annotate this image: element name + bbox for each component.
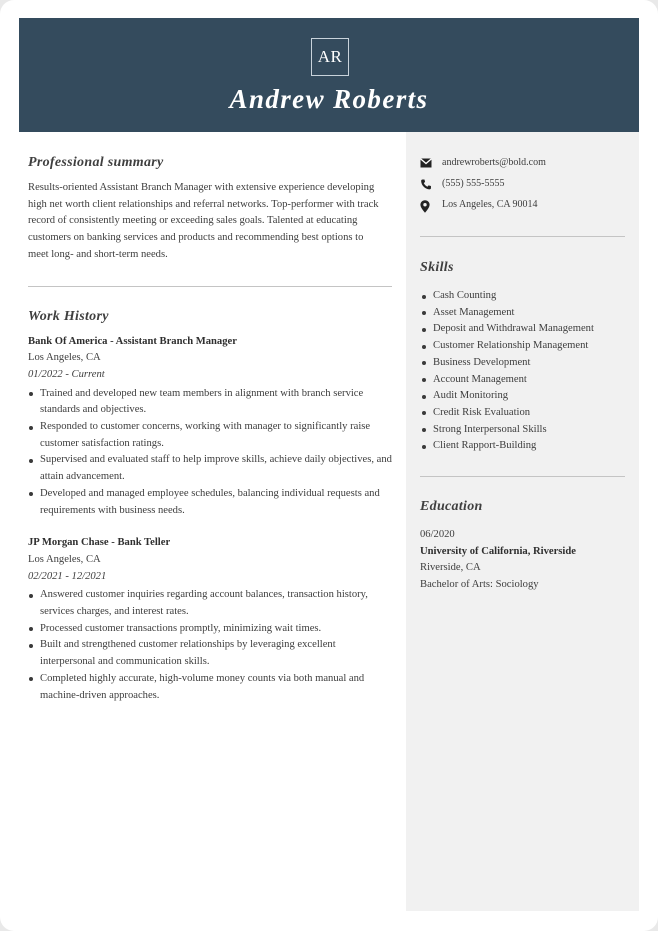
skill-item: Client Rapport-Building (421, 438, 626, 455)
skills-title: Skills (420, 260, 454, 275)
job-location: Los Angeles, CA (28, 553, 101, 565)
skill-item: Strong Interpersonal Skills (421, 422, 626, 439)
job-bullets (28, 587, 392, 704)
location-pin-icon (420, 200, 430, 213)
job-bullet: Built and strengthened customer relationships by leveraging excellent interpersonal and communication skills. (28, 637, 392, 670)
job-bullet: Processed customer transactions promptly, minimizing wait times. (28, 621, 392, 638)
job-bullets (28, 386, 392, 520)
envelope-icon (420, 158, 432, 168)
education-school: University of California, Riverside (420, 545, 576, 557)
skill-item: Credit Risk Evaluation (421, 405, 626, 422)
sidebar-divider-2 (420, 476, 625, 477)
contact-phone: (555) 555-5555 (442, 178, 505, 189)
job-bullet: Answered customer inquiries regarding account balances, transaction history, services charges, and interest rates. (28, 587, 392, 620)
education-degree: Bachelor of Arts: Sociology (420, 579, 539, 591)
monogram-badge: AR (311, 38, 349, 76)
skill-item: Business Development (421, 355, 626, 372)
summary-text: Results-oriented Assistant Branch Manager with extensive experience developing high net worth client relationships and referral networks. Top-performer with track record of consistently meeting or exceeding sales goals. Talented at educating customers on banking services and products and recommending best options to meet long- and short-term needs. (28, 182, 379, 260)
job-bullet: Developed and managed employee schedules, balancing individual requests and requirements with business needs. (28, 486, 392, 519)
skill-item: Account Management (421, 372, 626, 389)
contact-location: Los Angeles, CA 90014 (442, 199, 538, 210)
phone-icon (420, 179, 432, 190)
sidebar-divider-1 (420, 236, 625, 237)
job-bullet: Trained and developed new team members in alignment with branch service standards and objectives. (28, 386, 392, 419)
job-bullet: Supervised and evaluated staff to help improve skills, achieve daily objectives, and attain advancement. (28, 452, 392, 485)
contact-email[interactable]: andrewroberts@bold.com (442, 157, 546, 168)
education-date: 06/2020 (420, 529, 455, 540)
education-title: Education (420, 499, 483, 514)
job-entry (28, 334, 392, 520)
job-dates: 01/2022 - Current (28, 368, 105, 380)
skill-item: Customer Relationship Management (421, 338, 626, 355)
skills-list (421, 288, 626, 455)
resume-header (19, 18, 639, 132)
job-entry (28, 535, 392, 704)
work-history-title: Work History (28, 308, 109, 324)
education-block (420, 527, 630, 594)
main-column (28, 132, 392, 704)
job-bullet: Completed highly accurate, high-volume money counts via both manual and machine-driven approaches. (28, 671, 392, 704)
sidebar-panel (406, 132, 639, 911)
job-title: JP Morgan Chase - Bank Teller (28, 537, 171, 549)
candidate-name: Andrew Roberts (229, 84, 429, 114)
skill-item: Cash Counting (421, 288, 626, 305)
skill-item: Audit Monitoring (421, 388, 626, 405)
skill-item: Deposit and Withdrawal Management (421, 321, 626, 338)
job-title: Bank Of America - Assistant Branch Manager (28, 335, 237, 347)
job-bullet: Responded to customer concerns, working with manager to significantly raise customer satisfaction ratings. (28, 419, 392, 452)
job-location: Los Angeles, CA (28, 352, 101, 364)
education-location: Riverside, CA (420, 562, 481, 574)
job-dates: 02/2021 - 12/2021 (28, 570, 107, 582)
skill-item: Asset Management (421, 305, 626, 322)
main-divider (28, 286, 392, 287)
summary-title: Professional summary (28, 155, 164, 170)
